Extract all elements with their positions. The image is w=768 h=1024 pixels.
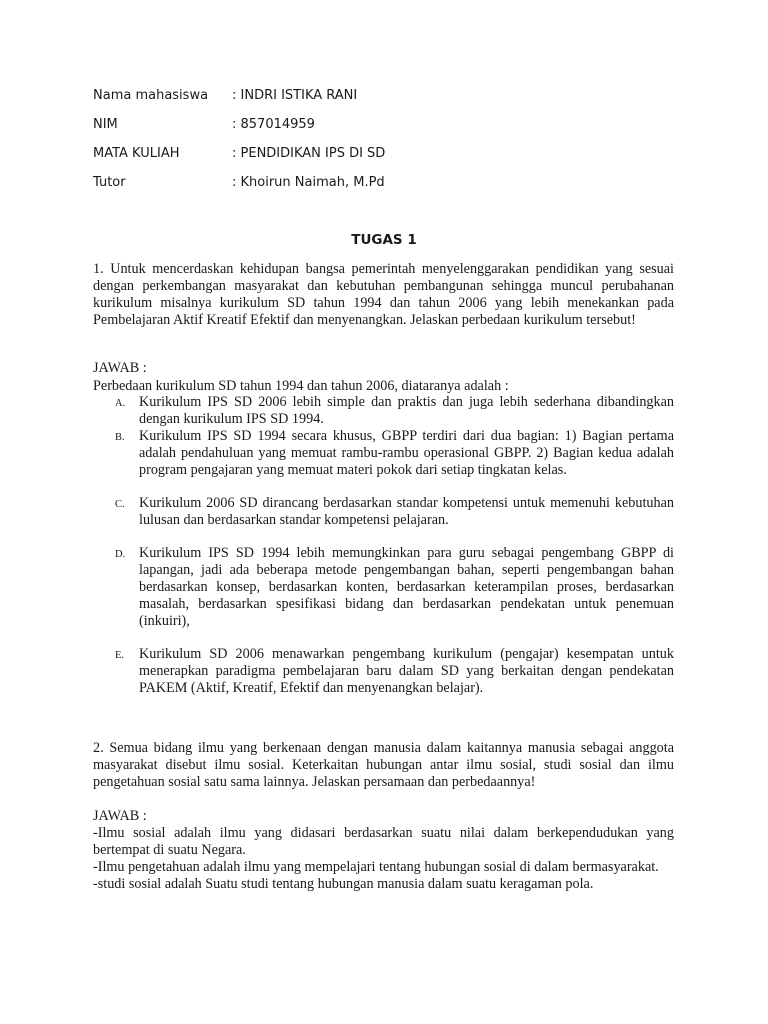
list-item-text: Kurikulum IPS SD 2006 lebih simple dan praktis dan juga lebih sederhana dibandingkan dengan kurikulum IPS SD 1994. — [139, 394, 674, 427]
info-row-name — [93, 88, 385, 117]
list-marker: D. — [115, 549, 126, 560]
question-2: 2. Semua bidang ilmu yang berkenaan dengan manusia dalam kaitannya manusia sebagai anggota masyarakat disebut ilmu sosial. Keterkaitan hubungan antar ilmu sosial, studi sosial dan ilmu pengetahuan sosial satu sama lainnya. Jelaskan persamaan dan perbedaannya! — [93, 740, 674, 790]
list-marker: A. — [115, 398, 126, 409]
student-info — [93, 88, 385, 204]
info-value: : PENDIDIKAN IPS DI SD — [232, 146, 386, 161]
answer-2-line: -Ilmu pengetahuan adalah ilmu yang mempelajari tentang hubungan sosial di dalam bermasyarakat. — [93, 859, 659, 875]
info-value: : INDRI ISTIKA RANI — [232, 88, 358, 103]
info-value: : Khoirun Naimah, M.Pd — [232, 175, 385, 190]
list-item — [93, 428, 674, 479]
list-item-text: Kurikulum IPS SD 1994 lebih memungkinkan para guru sebagai pengembang GBPP di lapangan, jadi ada beberapa metode pengembangan bahan, seperti pengembangan bahan berdasarkan konsep, berdasarkan konten, berdasarkan keterampilan proses, berdasarkan masalah, berdasarkan spesifikasi bidang dan berdasarkan pendekatan untuk penemuan (inkuiri), — [139, 545, 674, 629]
info-label: MATA KULIAH — [93, 146, 180, 161]
info-label: NIM — [93, 117, 118, 132]
info-row-course — [93, 146, 385, 175]
info-row-tutor — [93, 175, 385, 204]
answer-1-heading: JAWAB : — [93, 360, 147, 376]
info-label: Tutor — [93, 175, 126, 190]
info-row-nim — [93, 117, 385, 146]
document-title: TUGAS 1 — [351, 232, 417, 248]
answer-2-line: -Ilmu sosial adalah ilmu yang didasari berdasarkan suatu nilai dalam berkependudukan yang bertempat di suatu Negara. — [93, 825, 674, 858]
question-1: 1. Untuk mencerdaskan kehidupan bangsa pemerintah menyelenggarakan pendidikan yang sesuai dengan perkembangan masyarakat dan kebutuhan pembangunan sehingga muncul perubahanan kurikulum misalnya kurikulum SD tahun 1994 dan tahun 2006 yang lebih menekankan pada Pembelajaran Aktif Kreatif Efektif dan menyenangkan. Jelaskan perbedaan kurikulum tersebut! — [93, 261, 674, 328]
list-marker: B. — [115, 432, 125, 443]
info-value: : 857014959 — [232, 117, 315, 132]
answer-2-heading: JAWAB : — [93, 808, 147, 824]
info-label: Nama mahasiswa — [93, 88, 209, 103]
list-item — [93, 394, 674, 428]
answer-1-intro: Perbedaan kurikulum SD tahun 1994 dan tahun 2006, diataranya adalah : — [93, 378, 509, 394]
answer-2-line: -studi sosial adalah Suatu studi tentang hubungan manusia dalam suatu keragaman pola. — [93, 876, 594, 892]
list-item — [93, 646, 674, 697]
answer-1-list — [93, 394, 674, 697]
list-item-text: Kurikulum SD 2006 menawarkan pengembang kurikulum (pengajar) kesempatan untuk menerapkan paradigma pembelajaran baru dalam SD yang berkaitan dengan pendekatan PAKEM (Aktif, Kreatif, Efektif dan menyenangkan belajar). — [139, 646, 674, 696]
list-item-text: Kurikulum 2006 SD dirancang berdasarkan standar kompetensi untuk memenuhi kebutuhan lulusan dan berdasarkan standar kompetensi pelajaran. — [139, 495, 674, 528]
list-marker: E. — [115, 650, 125, 661]
list-item — [93, 545, 674, 630]
list-marker: C. — [115, 499, 125, 510]
list-item — [93, 495, 674, 529]
answer-2-body — [93, 825, 674, 893]
list-item-text: Kurikulum IPS SD 1994 secara khusus, GBPP terdiri dari dua bagian: 1) Bagian pertama adalah pendahuluan yang memuat rambu-rambu operasional GBPP. 2) Bagian kedua adalah program pengajaran yang memuat materi pokok dari setiap tingkatan kelas. — [139, 428, 674, 478]
